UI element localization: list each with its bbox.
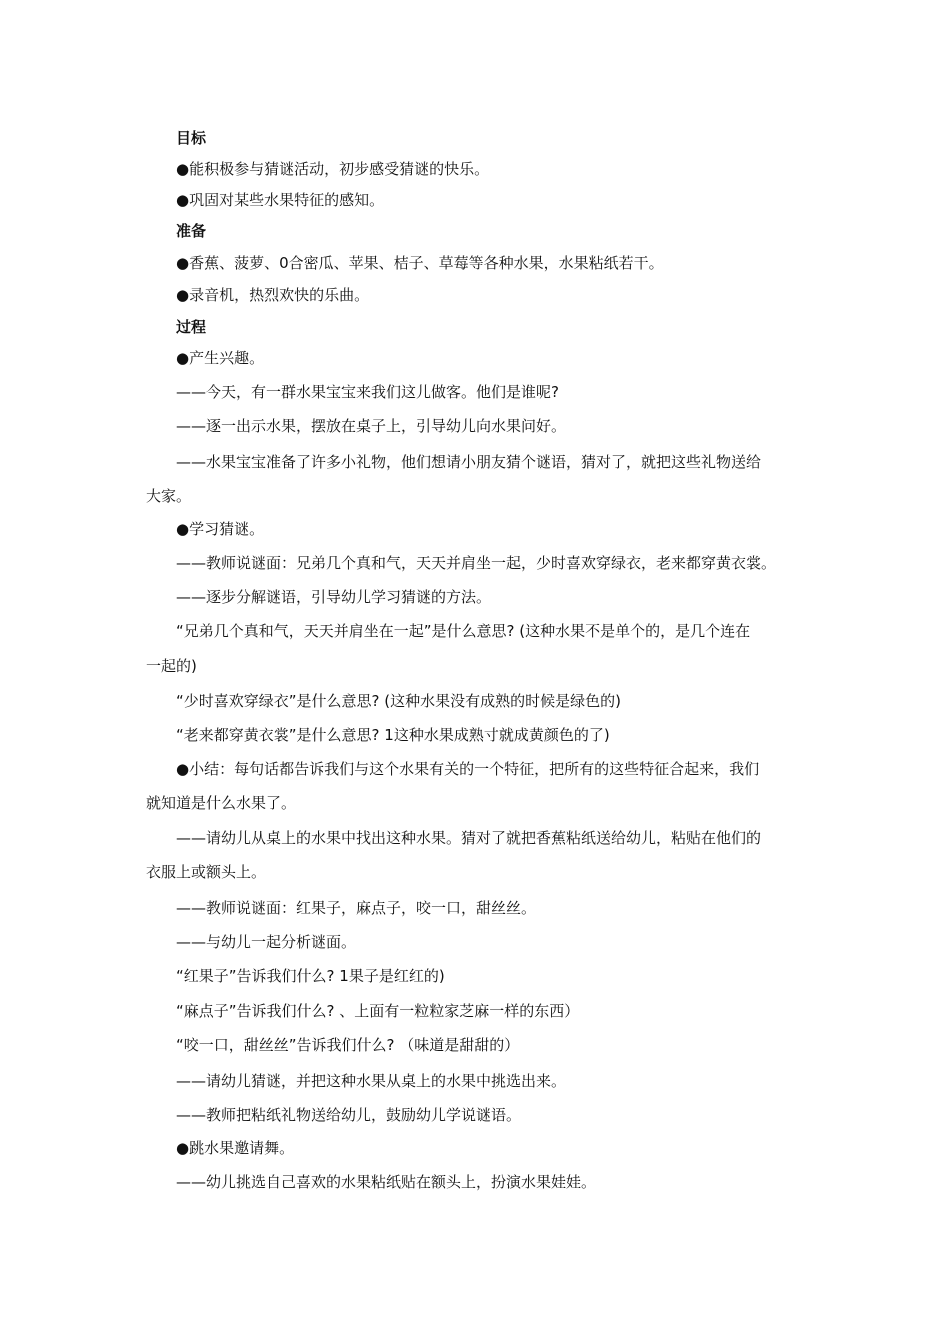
section-heading-preparation: 准备: [176, 222, 207, 240]
paragraph-line: ——与幼儿一起分析谜面。: [176, 933, 357, 951]
paragraph-line: ——逐步分解谜语，引导幼儿学习猜谜的方法。: [176, 588, 492, 606]
goal-item-2: ●巩固对某些水果特征的感知。: [176, 191, 385, 209]
paragraph-line: ——请幼儿从桌上的水果中找出这种水果。猜对了就把香蕉粘纸送给幼儿，粘贴在他们的: [176, 829, 762, 847]
preparation-item-2: ●录音机，热烈欢快的乐曲。: [176, 286, 370, 304]
paragraph-line: ——幼儿挑选自己喜欢的水果粘纸贴在额头上，扮演水果娃娃。: [176, 1173, 597, 1191]
paragraph-line: 就知道是什么水果了。: [146, 794, 297, 812]
paragraph-line: ——教师说谜面：兄弟几个真和气，天天并肩坐一起，少时喜欢穿绿衣，老来都穿黄衣裳。: [176, 554, 777, 572]
paragraph-line: “老来都穿黄衣裳”是什么意思? 1这种水果成熟寸就成黄颜色的了): [176, 726, 610, 744]
paragraph-line: “麻点子”告诉我们什么? 、上面有一粒粒家芝麻一样的东西）: [176, 1002, 580, 1020]
process-step-interest: ●产生兴趣。: [176, 349, 265, 367]
paragraph-line: “少时喜欢穿绿衣”是什么意思? (这种水果没有成熟的时候是绿色的): [176, 692, 621, 710]
paragraph-line: ——逐一出示水果，摆放在桌子上，引导幼儿向水果问好。: [176, 417, 567, 435]
paragraph-line: ——水果宝宝准备了许多小礼物，他们想请小朋友猜个谜语，猜对了，就把这些礼物送给: [176, 453, 762, 471]
paragraph-line: “红果子”告诉我们什么? 1果子是红红的): [176, 967, 445, 985]
paragraph-line: ——请幼儿猜谜，并把这种水果从桌上的水果中挑选出来。: [176, 1072, 567, 1090]
paragraph-line: ——教师说谜面：红果子，麻点子，咬一口，甜丝丝。: [176, 899, 537, 917]
paragraph-line: ——今天，有一群水果宝宝来我们这儿做客。他们是谁呢?: [176, 383, 559, 401]
goal-item-1: ●能积极参与猜谜活动，初步感受猜谜的快乐。: [176, 160, 490, 178]
preparation-item-1: ●香蕉、菠萝、0合密瓜、苹果、桔子、草莓等各种水果，水果粘纸若干。: [176, 254, 664, 272]
section-heading-goal: 目标: [176, 129, 207, 147]
process-step-riddle: ●学习猜谜。: [176, 520, 265, 538]
paragraph-line: “咬一口，甜丝丝”告诉我们什么? （味道是甜甜的）: [176, 1036, 520, 1054]
process-step-dance: ●跳水果邀请舞。: [176, 1139, 295, 1157]
process-step-summary: ●小结：每句话都告诉我们与这个水果有关的一个特征，把所有的这些特征合起来，我们: [176, 760, 760, 778]
paragraph-line: 大家。: [146, 487, 192, 505]
paragraph-line: “兄弟几个真和气，天天并肩坐在一起”是什么意思? (这种水果不是单个的，是几个连在: [176, 622, 751, 640]
section-heading-process: 过程: [176, 318, 207, 336]
paragraph-line: ——教师把粘纸礼物送给幼儿，鼓励幼儿学说谜语。: [176, 1106, 522, 1124]
paragraph-line: 一起的): [146, 657, 197, 675]
paragraph-line: 衣服上或额头上。: [146, 863, 267, 881]
